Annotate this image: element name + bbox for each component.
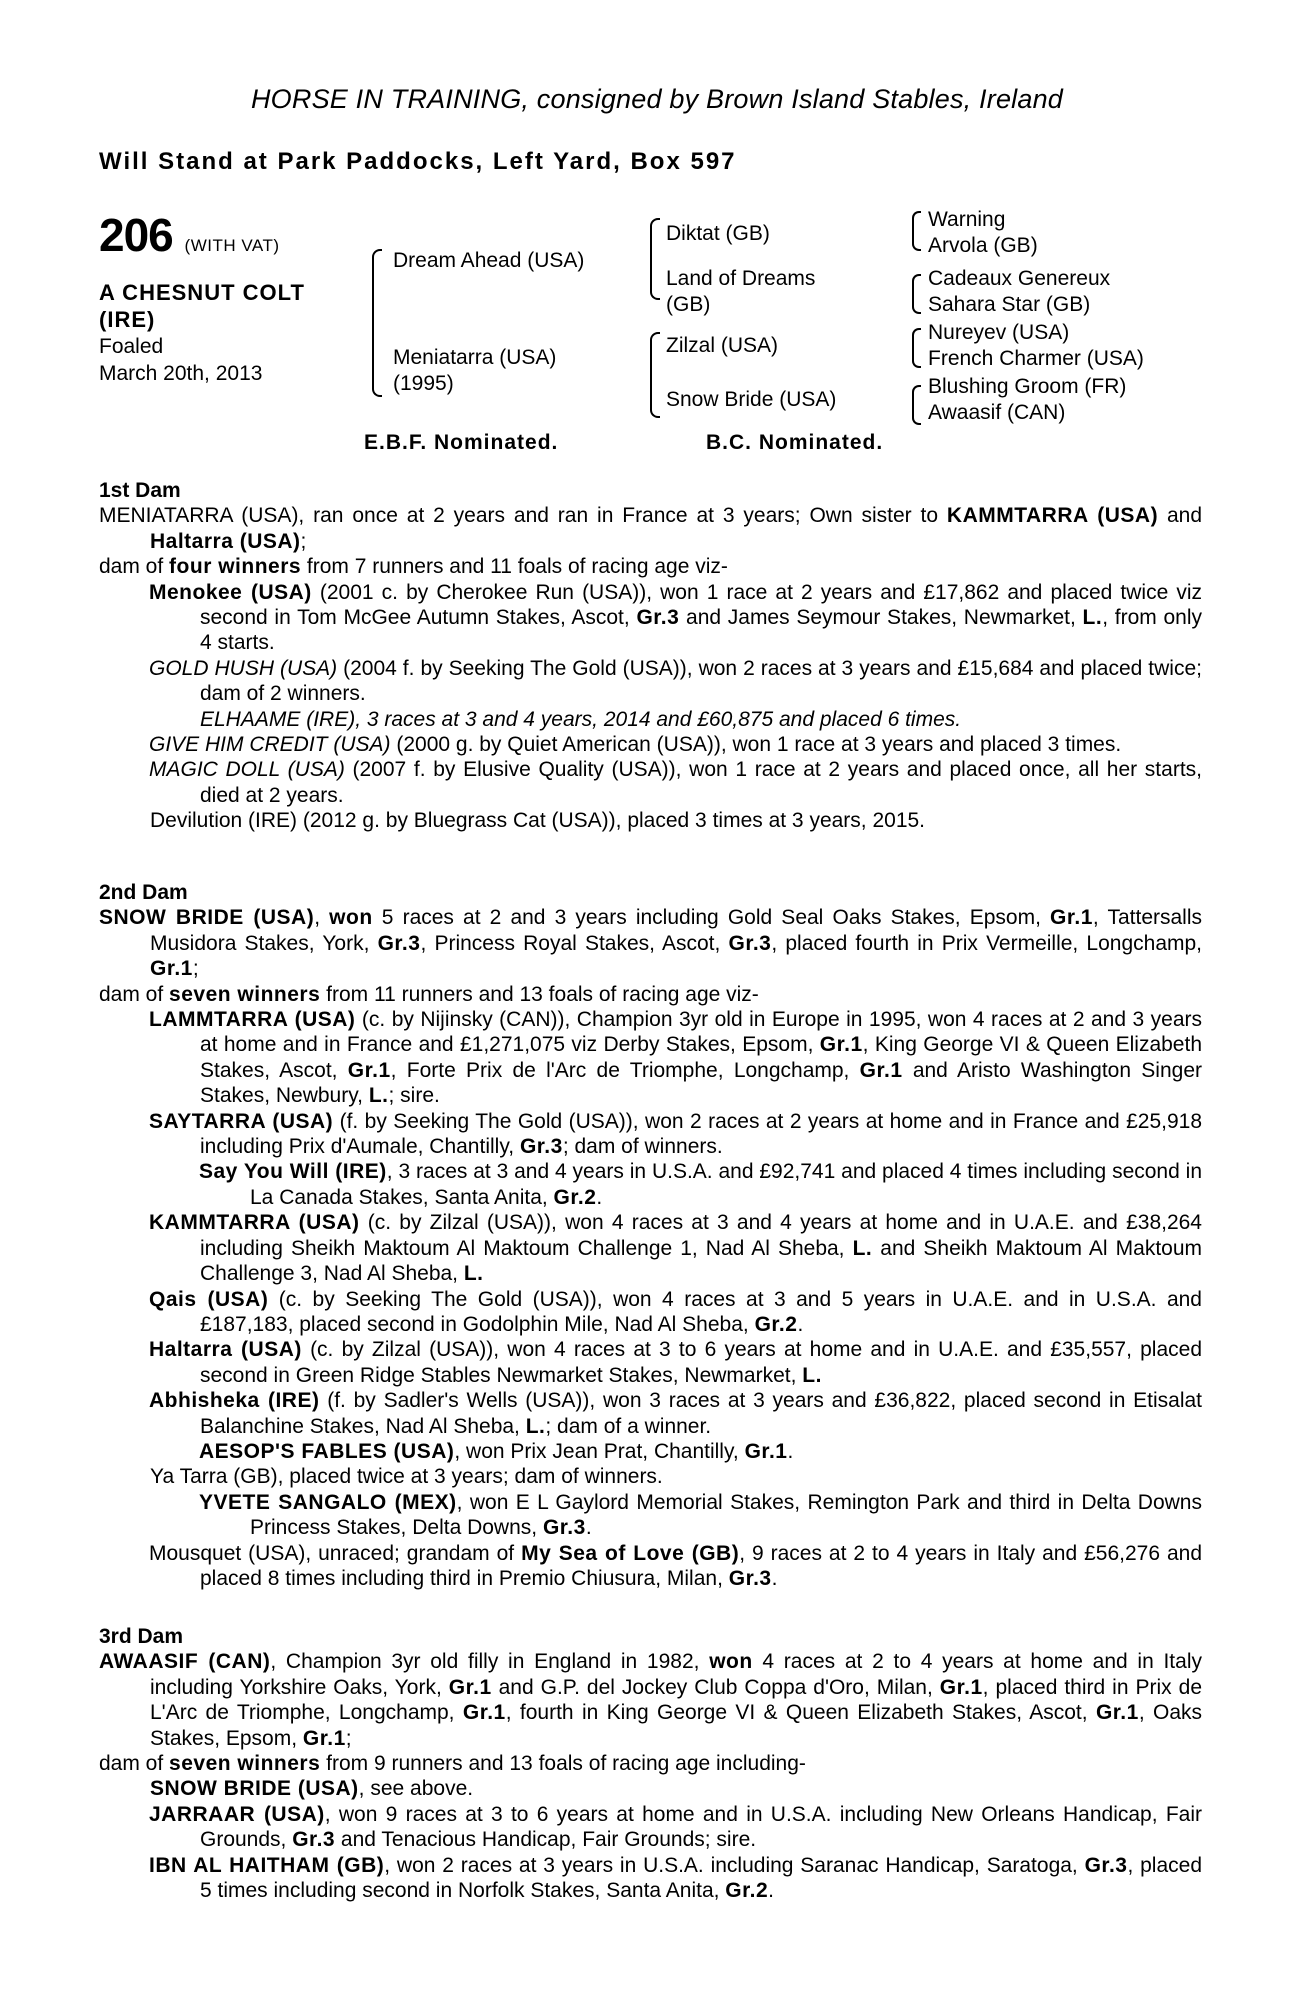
pedigree-g3: Cadeaux Genereux [928, 267, 1111, 290]
produce-lammtarra: LAMMTARRA (USA) (c. by Nijinsky (CAN)), Champion 3yr old in Europe in 1995, won 4 races at 2 and 3 years at home and in France and £1,271,075 viz Derby Stakes, Epsom, Gr.1, King George VI & Queen Elizabeth Stakes, Ascot, Gr.1, Forte Prix de l'Arc de Triomphe, Longchamp, Gr.1 and Aristo Washington Singer Stakes, Newbury, L.; sire. [149, 1008, 1203, 1108]
third-dam-record: AWAASIF (CAN), Champion 3yr old filly in England in 1982, won 4 races at 2 to 4 years at home and in Italy including Yorkshire Oaks, York, Gr.1 and G.P. del Jockey Club Coppa d'Oro, Milan, Gr.1, placed third in Prix de L'Arc de Triomphe, Longchamp, Gr.1, fourth in King George VI & Queen Elizabeth Stakes, Ascot, Gr.1, Oaks Stakes, Epsom, Gr.1; [99, 1650, 1203, 1750]
produce-ibn-al-haitham: IBN AL HAITHAM (GB), won 2 races at 3 years in U.S.A. including Saranac Handicap, Saratoga, Gr.3, placed 5 times including second in Norfolk Stakes, Santa Anita, Gr.2. [149, 1853, 1203, 1903]
ebf-nomination: E.B.F. Nominated. [364, 431, 559, 454]
bc-nomination: B.C. Nominated. [706, 431, 884, 454]
produce-magic-doll: MAGIC DOLL (USA) (2007 f. by Elusive Quality (USA)), won 1 race at 2 years and placed once, all her starts, died at 2 years. [149, 758, 1202, 807]
pedigree-sire-dam: Land of Dreams [666, 267, 816, 290]
first-dam-intro: MENIATARRA (USA), ran once at 2 years and ran in France at 3 years; Own sister to KAMMTARRA (USA) and Haltarra (USA); [99, 504, 1202, 553]
produce-yvete-sangalo: YVETE SANGALO (MEX), won E L Gaylord Memorial Stakes, Remington Park and third in Delta Downs Princess Stakes, Delta Downs, Gr.3. [199, 1490, 1202, 1540]
pedigree-brace-2 [650, 218, 660, 300]
pedigree-g5: Nureyev (USA) [928, 321, 1070, 344]
pedigree-dam: Meniatarra (USA) [393, 346, 557, 369]
produce-give-him-credit: GIVE HIM CREDIT (USA) (2000 g. by Quiet American (USA)), won 1 race at 3 years and placed 3 times. [149, 733, 1122, 757]
pedigree-brace-1 [372, 249, 382, 397]
produce-aesops-fables: AESOP'S FABLES (USA), won Prix Jean Prat, Chantilly, Gr.1. [199, 1439, 794, 1463]
pedigree-dam-sire: Zilzal (USA) [666, 334, 779, 357]
produce-say-you-will: Say You Will (IRE), 3 races at 3 and 4 years in U.S.A. and £92,741 and placed 4 times including second in La Canada Stakes, Santa Anita, Gr.2. [199, 1160, 1202, 1209]
produce-abhisheka: Abhisheka (IRE) (f. by Sadler's Wells (USA)), won 3 races at 3 years and £36,822, placed second in Etisalat Balanchine Stakes, Nad Al Sheba, L.; dam of a winner. [149, 1389, 1202, 1438]
second-dam-section [99, 880, 1202, 1591]
pedigree-brace-5 [912, 274, 921, 314]
foaled-date: March 20th, 2013 [99, 362, 263, 385]
pedigree-g8: Awaasif (CAN) [928, 401, 1066, 424]
third-dam-produce: dam of seven winners from 9 runners and 13 foals of racing age including- [99, 1752, 806, 1776]
pedigree-sire-dam-country: (GB) [666, 293, 711, 316]
pedigree-g6: French Charmer (USA) [928, 347, 1144, 370]
stand-location: Will Stand at Park Paddocks, Left Yard, Box 597 [99, 148, 737, 175]
pedigree-brace-6 [912, 328, 921, 368]
third-dam-heading: 3rd Dam [99, 1625, 184, 1648]
pedigree-sire-sire: Diktat (GB) [666, 222, 770, 245]
produce-saytarra: SAYTARRA (USA) (f. by Seeking The Gold (USA)), won 2 races at 2 years at home and in France and £25,918 including Prix d'Aumale, Chantilly, Gr.3; dam of winners. [149, 1109, 1202, 1159]
pedigree-brace-7 [912, 385, 921, 425]
pedigree-g7: Blushing Groom (FR) [928, 375, 1127, 398]
second-dam-record: SNOW BRIDE (USA), won 5 races at 2 and 3 years including Gold Seal Oaks Stakes, Epsom, Gr.1, Tattersalls Musidora Stakes, York, Gr.3, Princess Royal Stakes, Ascot, Gr.3, placed fourth in Prix Vermeille, Longchamp, Gr.1; [99, 906, 1203, 981]
pedigree-dam-year: (1995) [393, 372, 454, 395]
pedigree-brace-3 [650, 332, 660, 418]
produce-gold-hush: GOLD HUSH (USA) (2004 f. by Seeking The Gold (USA)), won 2 races at 3 years and £15,684 and placed twice; dam of 2 winners. [149, 656, 1202, 706]
vat-label: (WITH VAT) [184, 236, 280, 255]
produce-ya-tarra: Ya Tarra (GB), placed twice at 3 years; dam of winners. [150, 1465, 663, 1489]
foaled-label: Foaled [99, 335, 164, 358]
pedigree-g4: Sahara Star (GB) [928, 293, 1091, 316]
pedigree-sire: Dream Ahead (USA) [393, 249, 585, 272]
pedigree-g1: Warning [928, 208, 1006, 231]
produce-elhaame: ELHAAME (IRE), 3 races at 3 and 4 years, 2014 and £60,875 and placed 6 times. [200, 707, 962, 731]
second-dam-produce: dam of seven winners from 11 runners and 13 foals of racing age viz- [99, 982, 759, 1006]
produce-qais: Qais (USA) (c. by Seeking The Gold (USA)), won 4 races at 3 and 5 years in U.A.E. and in U.S.A. and £187,183, placed second in Godolphin Mile, Nad Al Sheba, Gr.2. [149, 1287, 1202, 1336]
pedigree-g2: Arvola (GB) [928, 234, 1038, 257]
produce-jarraar: JARRAAR (USA), won 9 races at 3 to 6 years at home and in U.S.A. including New Orleans Handicap, Fair Grounds, Gr.3 and Tenacious Handicap, Fair Grounds; sire. [149, 1802, 1202, 1852]
produce-menokee: Menokee (USA) (2001 c. by Cherokee Run (USA)), won 1 race at 2 years and £17,862 and placed twice viz second in Tom McGee Autumn Stakes, Ascot, Gr.3 and James Seymour Stakes, Newmarket, L., from only 4 starts. [149, 580, 1202, 655]
lot-origin: (IRE) [99, 307, 156, 332]
pedigree-dam-dam: Snow Bride (USA) [666, 388, 837, 411]
third-dam-section [99, 1624, 1202, 1903]
produce-snow-bride: SNOW BRIDE (USA), see above. [150, 1777, 474, 1801]
first-dam-section [99, 478, 1202, 834]
first-dam-produce: dam of four winners from 7 runners and 11 foals of racing age viz- [99, 555, 728, 579]
first-dam-heading: 1st Dam [99, 479, 181, 502]
consignor-header: HORSE IN TRAINING, consigned by Brown Island Stables, Ireland [250, 84, 1064, 114]
lot-info [99, 210, 359, 387]
pedigree-brace-4 [912, 211, 921, 251]
produce-kammtarra: KAMMTARRA (USA) (c. by Zilzal (USA)), won 4 races at 3 and 4 years at home and in U.A.E. and £38,264 including Sheikh Maktoum Al Maktoum Challenge 1, Nad Al Sheba, L. and Sheikh Maktoum Al Maktoum Challenge 3, Nad Al Sheba, L. [149, 1211, 1203, 1286]
lot-number: 206 (WITH VAT) [99, 209, 280, 261]
produce-mousquet: Mousquet (USA), unraced; grandam of My Sea of Love (GB), 9 races at 2 to 4 years in Italy and £56,276 and placed 8 times including third in Premio Chiusura, Milan, Gr.3. [149, 1541, 1202, 1590]
second-dam-heading: 2nd Dam [99, 881, 188, 904]
produce-haltarra: Haltarra (USA) (c. by Zilzal (USA)), won 4 races at 3 to 6 years at home and in U.A.E. and £35,557, placed second in Green Ridge Stables Newmarket Stakes, Newmarket, L. [149, 1338, 1202, 1387]
produce-devilution: Devilution (IRE) (2012 g. by Bluegrass Cat (USA)), placed 3 times at 3 years, 2015. [150, 809, 926, 833]
lot-description: A CHESNUT COLT [99, 280, 305, 305]
